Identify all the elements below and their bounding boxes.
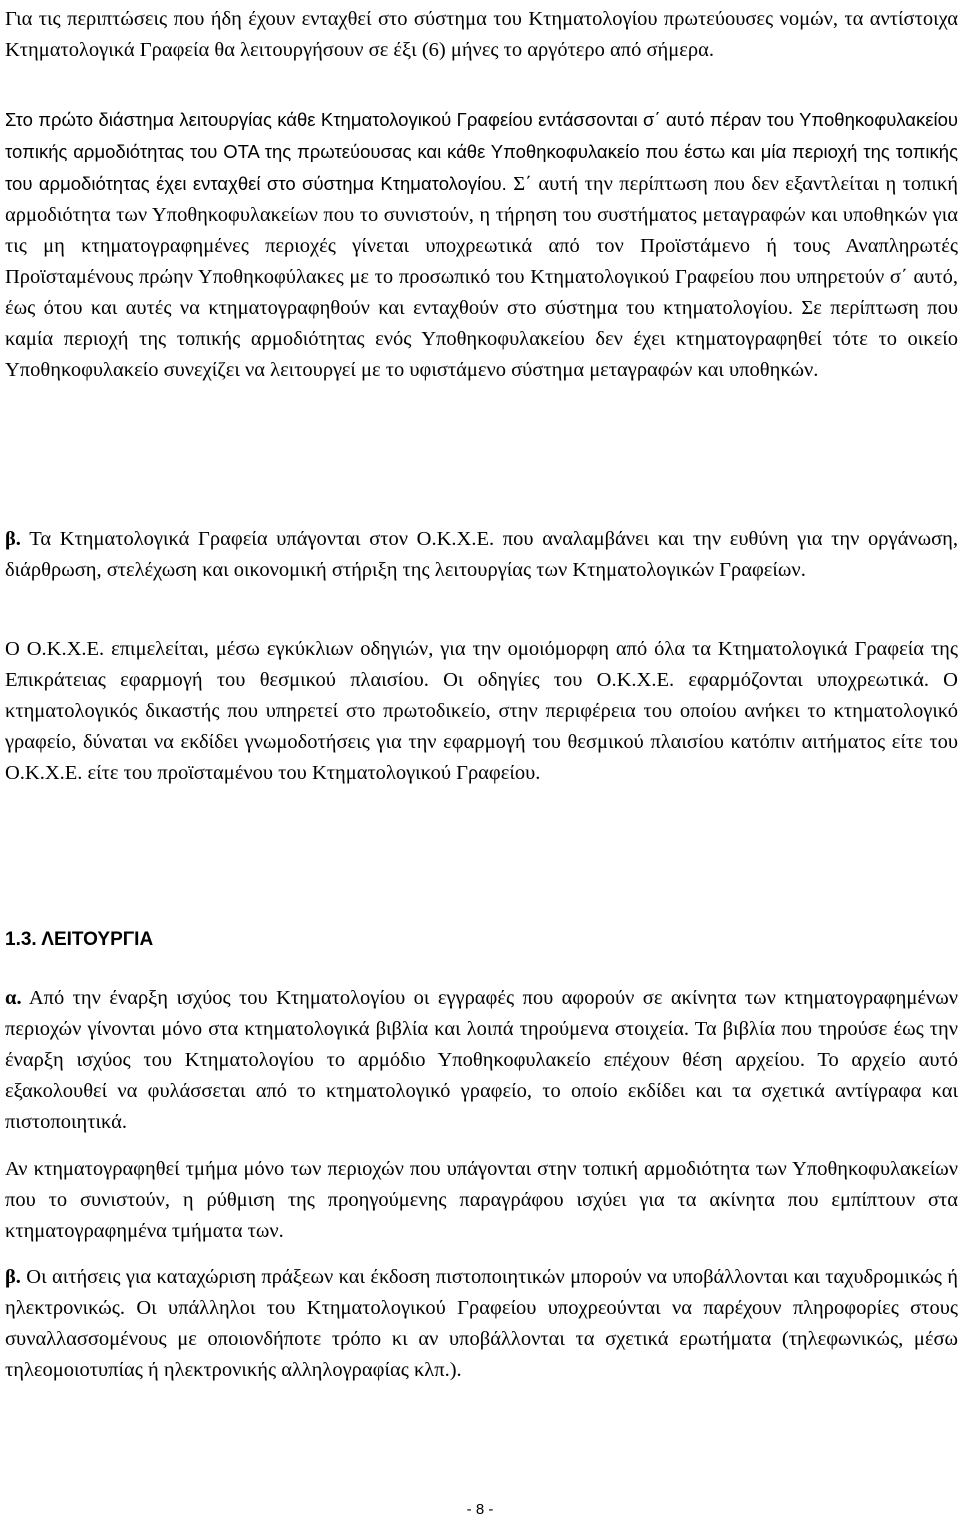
paragraph-text: Τα Κτηματολογικά Γραφεία υπάγονται στον Ο.Κ.Χ.Ε. που αναλαμβάνει και την ευθύνη για την οργάνωση, διάρθρωση, στελέχωση και οικονομική στήριξη της λειτουργίας των Κτηματολογικών Γραφείων.	[5, 528, 958, 581]
paragraph-text: Οι αιτήσεις για καταχώριση πράξεων και έκδοση πιστοποιητικών μπορούν να υποβάλλονται και ταχυδρομικώς ή ηλεκτρονικώς. Οι υπάλληλοι του Κτηματολογικού Γραφείου υποχρεούνται να παρέχουν πληροφορίες στους συναλλασσομένους με οποιονδήποτε τρόπο κι αν υποβάλλονται τα σχετικά ερωτήματα (τηλεφωνικώς, μέσω τηλεομοιοτυπίας ή ηλεκτρονικής αλληλογραφίας κλπ.).	[5, 1266, 958, 1381]
paragraph-partial-mapping	[5, 1154, 958, 1247]
paragraph-lead-letter: β.	[5, 1266, 21, 1288]
paragraph-text-sans: Στο πρώτο διάστημα λειτουργίας κάθε Κτηματολογικού Γραφείου εντάσσονται σ΄ αυτό πέραν του Υποθηκοφυλακείου τοπικής αρμοδιότητας του ΟΤΑ της πρωτεύουσας και κάθε Υποθηκοφυλακείο που έστω και μία περιοχή της τοπικής του αρμοδιότητας έχει ενταχθεί στο σύστημα Κτηματολογίου.	[5, 109, 958, 194]
section-heading: 1.3. ΛΕΙΤΟΥΡΓΙΑ	[5, 929, 154, 950]
paragraph-text: Από την έναρξη ισχύος του Κτηματολογίου οι εγγραφές που αφορούν σε ακίνητα των κτηματογραφημένων περιοχών γίνονται μόνο στα κτηματολογικά βιβλία και λοιπά τηρούμενα στοιχεία. Τα βιβλία που τηρούσε έως την έναρξη ισχύος του Κτηματολογίου το αρμόδιο Υποθηκοφυλακείο επέχουν θέση αρχείου. Το αρχείο αυτό εξακολουθεί να φυλάσσεται από το κτηματολογικό γραφείο, το οποίο εκδίδει και τα σχετικά αντίγραφα και πιστοποιητικά.	[5, 987, 958, 1133]
page-number: - 8 -	[466, 1501, 494, 1518]
paragraph-okche-supervision	[5, 524, 958, 586]
paragraph-first-period	[5, 104, 958, 386]
paragraph-text: Αν κτηματογραφηθεί τμήμα μόνο των περιοχών που υπάγονται στην τοπική αρμοδιότητα των Υποθηκοφυλακείων που το συνιστούν, η ρύθμιση της προηγούμενης παραγράφου ισχύει για τα ακίνητα που εμπίπτουν στα κτηματογραφημένα τμήματα των.	[5, 1158, 958, 1242]
paragraph-registrations	[5, 983, 958, 1138]
paragraph-lead-letter: α.	[5, 987, 22, 1009]
paragraph-lead-letter: β.	[5, 528, 21, 550]
paragraph-text: Ο Ο.Κ.Χ.Ε. επιμελείται, μέσω εγκύκλιων οδηγιών, για την ομοιόμορφη από όλα τα Κτηματολογικά Γραφεία της Επικράτειας εφαρμογή του θεσμικού πλαισίου. Οι οδηγίες του Ο.Κ.Χ.Ε. εφαρμόζονται υποχρεωτικά. Ο κτηματολογικός δικαστής που υπηρετεί στο πρωτοδικείο, στην περιφέρεια του οποίου ανήκει το κτηματολογικό γραφείο, δύναται να εκδίδει γνωμοδοτήσεις για την εφαρμογή του θεσμικού πλαισίου κατόπιν αιτήματος είτε του Ο.Κ.Χ.Ε. είτε του προϊσταμένου του Κτηματολογικού Γραφείου.	[5, 638, 958, 784]
paragraph-text: Για τις περιπτώσεις που ήδη έχουν ενταχθεί στο σύστημα του Κτηματολογίου πρωτεύουσες νομών, τα αντίστοιχα Κτηματολογικά Γραφεία θα λειτουργήσουν σε έξι (6) μήνες το αργότερο από σήμερα.	[5, 8, 958, 61]
paragraph-okche-guidelines	[5, 634, 958, 789]
paragraph-text-serif: Σ΄ αυτή την περίπτωση που δεν εξαντλείται η τοπική αρμοδιότητα των Υποθηκοφυλακείων που το συνιστούν, η τήρηση του συστήματος μεταγραφών και υποθηκών για τις μη κτηματογραφημένες περιοχές γίνεται υποχρεωτικά από τον Προϊστάμενο ή τους Αναπληρωτές Προϊσταμένους πρώην Υποθηκοφύλακες με το προσωπικό του Κτηματολογικού Γραφείου που υπηρετούν σ΄ αυτό, έως ότου και αυτές να κτηματογραφηθούν και ενταχθούν στο σύστημα του κτηματολογίου. Σε περίπτωση που καμία περιοχή της τοπικής αρμοδιότητας ενός Υποθηκοφυλακείου δεν έχει κτηματογραφηθεί τότε το οικείο Υποθηκοφυλακείο συνεχίζει να λειτουργεί με το υφιστάμενο σύστημα μεταγραφών και υποθηκών.	[5, 173, 958, 381]
paragraph-applications	[5, 1262, 958, 1386]
paragraph-capital-offices	[5, 4, 958, 66]
